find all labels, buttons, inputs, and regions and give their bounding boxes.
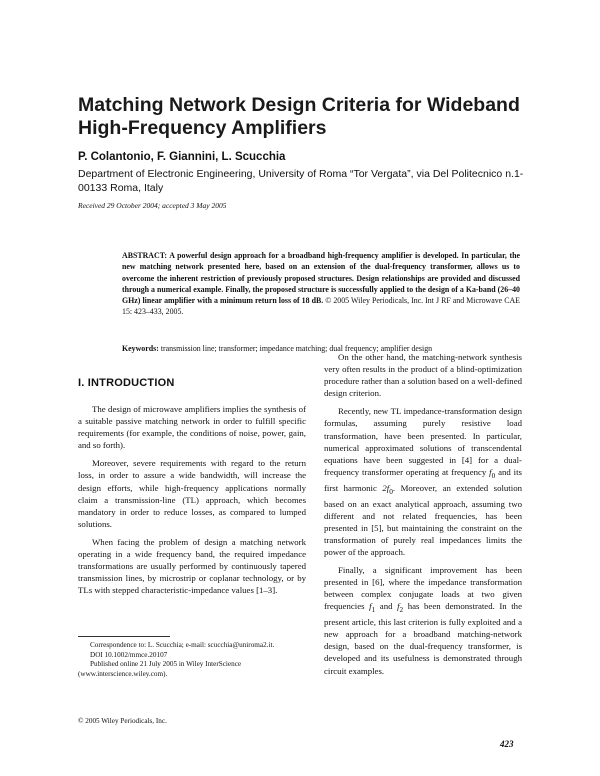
paragraph-text: Finally, a significant improvement has been presented in [6], where the impedance transformation between complex conjugate loads at two given frequencies	[324, 565, 522, 612]
paper-title: Matching Network Design Criteria for Wideband High-Frequency Amplifiers	[78, 94, 520, 139]
doi-note: DOI 10.1002/mmce.20107	[90, 650, 168, 659]
footnote	[78, 641, 308, 679]
page-number: 423	[500, 739, 514, 749]
abstract-copyright: © 2005 Wiley Periodicals, Inc. Int J RF and Microwave CAE 15: 423–433, 2005.	[122, 296, 520, 317]
abstract	[122, 250, 520, 318]
math-symbol: f	[397, 601, 400, 612]
paragraph: Moreover, severe requirements with regard to the return loss, in order to assure a wide bandwidth, will increase the design efforts, while high-frequency applications normally claim a transmission-line (TL) approach, which becomes mandatory in order to reduce losses, as compared to lumped solutions.	[78, 458, 306, 529]
abstract-body: ABSTRACT: A powerful design approach for a broadband high-frequency amplifier is developed. In particular, the new matching network presented here, based on an extension of the dual-frequency transformer, allows us to overcome the inherent restriction of previously proposed structures. Design relationships are provided and discussed through a numerical example. Finally, the proposed structure is successfully applied to the design of a Ka-band (26–40 GHz) linear amplifier with a minimum return loss of 18 dB.	[122, 251, 520, 306]
math-subscript: 0	[389, 486, 393, 496]
paragraph-text: Recently, new TL impedance-transformation design formulas, assuming purely resistive load transformation, have been presented. In particular, numerical approximated solutions of transcendental equations have been suggested in [4] for a dual-frequency transformer operating at frequency	[324, 406, 522, 477]
paragraph: When facing the problem of design a matching network operating in a wide frequency band, the required impedance transformations are usually performed by continuously tapered transmission lines, by microstrip or coplanar technology, or by TLs with stepped characteristic-impedance values [1–3].	[78, 536, 306, 596]
page-copyright: © 2005 Wiley Periodicals, Inc.	[78, 717, 167, 725]
footnote-divider	[78, 636, 170, 637]
section-heading: I. INTRODUCTION	[78, 377, 175, 389]
paragraph-text: and	[375, 601, 398, 612]
paragraph	[324, 564, 522, 677]
math-symbol: f	[489, 466, 492, 477]
keywords-text: transmission line; transformer; impedance matching; dual frequency; amplifier design	[160, 344, 433, 353]
math-subscript: 1	[371, 605, 376, 615]
received-dates: Received 29 October 2004; accepted 3 May 2005	[78, 201, 227, 210]
left-column	[78, 403, 306, 602]
keywords-label: Keywords:	[122, 344, 159, 353]
paragraph-text: and its first harmonic	[324, 466, 522, 493]
paragraph-text: . Moreover, an extended solution based on an exact analytical approach, assuming two different and not related frequencies, has been presented in [5], but maintaining the constraint on the transformation of purely real impedances limits the power of the approach.	[324, 482, 522, 557]
math-symbol: f	[369, 601, 372, 612]
right-column	[324, 351, 522, 683]
paragraph: The design of microwave amplifiers implies the synthesis of a suitable passive matching network in order to fulfill specific requirements (for example, the conditions of noise, power, gain, and so forth).	[78, 404, 306, 451]
correspondence-note: Correspondence to: L. Scucchia; e-mail: scucchia@uniroma2.it.	[90, 641, 275, 649]
publication-note: Published online 21 July 2005 in Wiley InterScience (www.interscience.wiley.com).	[78, 660, 242, 678]
math-subscript: 2	[399, 605, 404, 615]
author-affiliation: Department of Electronic Engineering, University of Roma “Tor Vergata”, via Del Politecnico n.1-00133 Roma, Italy	[78, 168, 524, 194]
author-list: P. Colantonio, F. Giannini, L. Scucchia	[78, 151, 286, 163]
paragraph-text: has been demonstrated. In the present article, this last criterion is fully exploited and a new approach for a broadband matching-network design, based on the dual-frequency transformer, is developed and its usefulness is demonstrated through circuit examples.	[324, 601, 522, 676]
math-subscript: 0	[491, 470, 496, 480]
math-symbol: 2f	[382, 482, 390, 493]
paragraph	[324, 405, 522, 558]
paragraph: On the other hand, the matching-network synthesis very often results in the product of a blind-optimization procedure rather than a solution based on a well-defined design criterion.	[324, 352, 522, 399]
